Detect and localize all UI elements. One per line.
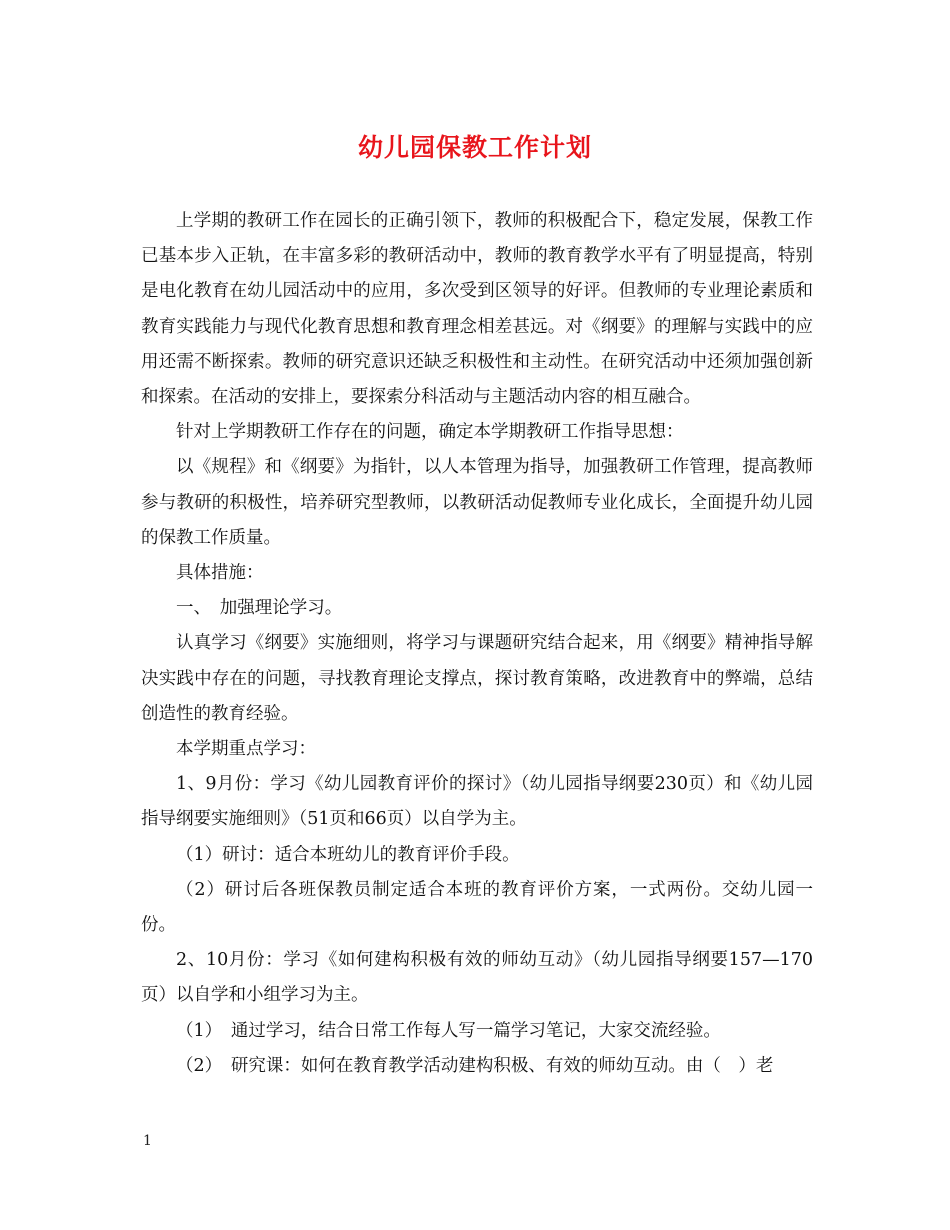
paragraph: （1）研讨：适合本班幼儿的教育评价手段。	[176, 844, 520, 865]
document-title: 幼儿园保教工作计划	[357, 133, 592, 162]
paragraph: 本学期重点学习：	[176, 739, 316, 760]
paragraph: 针对上学期教研工作存在的问题，确定本学期教研工作指导思想：	[176, 422, 684, 443]
paragraph: 认真学习《纲要》实施细则，将学习与课题研究结合起来，用《纲要》精神指导解决实践中存在的问题，寻找教育理论支撑点，探讨教育策略，改进教育中的弊端，总结创造性的教育经验。	[141, 633, 813, 724]
document-body	[141, 204, 813, 1084]
paragraph: 具体措施：	[176, 563, 264, 584]
paragraph: （2）研讨后各班保教员制定适合本班的教育评价方案，一式两份。交幼儿园一份。	[141, 879, 813, 936]
paragraph: （2） 研究课：如何在教育教学活动建构积极、有效的师幼互动。由（ ）老	[176, 1055, 774, 1076]
paragraph: 1、9月份：学习《幼儿园教育评价的探讨》（幼儿园指导纲要230页）和《幼儿园指导纲要实施细则》（51页和66页）以自学为主。	[141, 774, 813, 830]
paragraph: （1） 通过学习，结合日常工作每人写一篇学习笔记，大家交流经验。	[176, 1020, 721, 1041]
paragraph: 以《规程》和《纲要》为指针，以人本管理为指导，加强教研工作管理，提高教师参与教研的积极性，培养研究型教师，以教研活动促教师专业化成长，全面提升幼儿园的保教工作质量。	[141, 457, 813, 548]
paragraph: 一、 加强理论学习。	[176, 598, 343, 619]
paragraph: 2、10月份：学习《如何建构积极有效的师幼互动》（幼儿园指导纲要157—170页）以自学和小组学习为主。	[141, 950, 813, 1006]
paragraph: 上学期的教研工作在园长的正确引领下，教师的积极配合下，稳定发展，保教工作已基本步入正轨，在丰富多彩的教研活动中，教师的教育教学水平有了明显提高，特别是电化教育在幼儿园活动中的应用，多次受到区领导的好评。但教师的专业理论素质和教育实践能力与现代化教育思想和教育理念相差甚远。对《纲要》的理解与实践中的应用还需不断探索。教师的研究意识还缺乏积极性和主动性。在研究活动中还须加强创新和探索。在活动的安排上，要探索分科活动与主题活动内容的相互融合。	[141, 211, 813, 408]
page-number: 1	[143, 1133, 152, 1149]
